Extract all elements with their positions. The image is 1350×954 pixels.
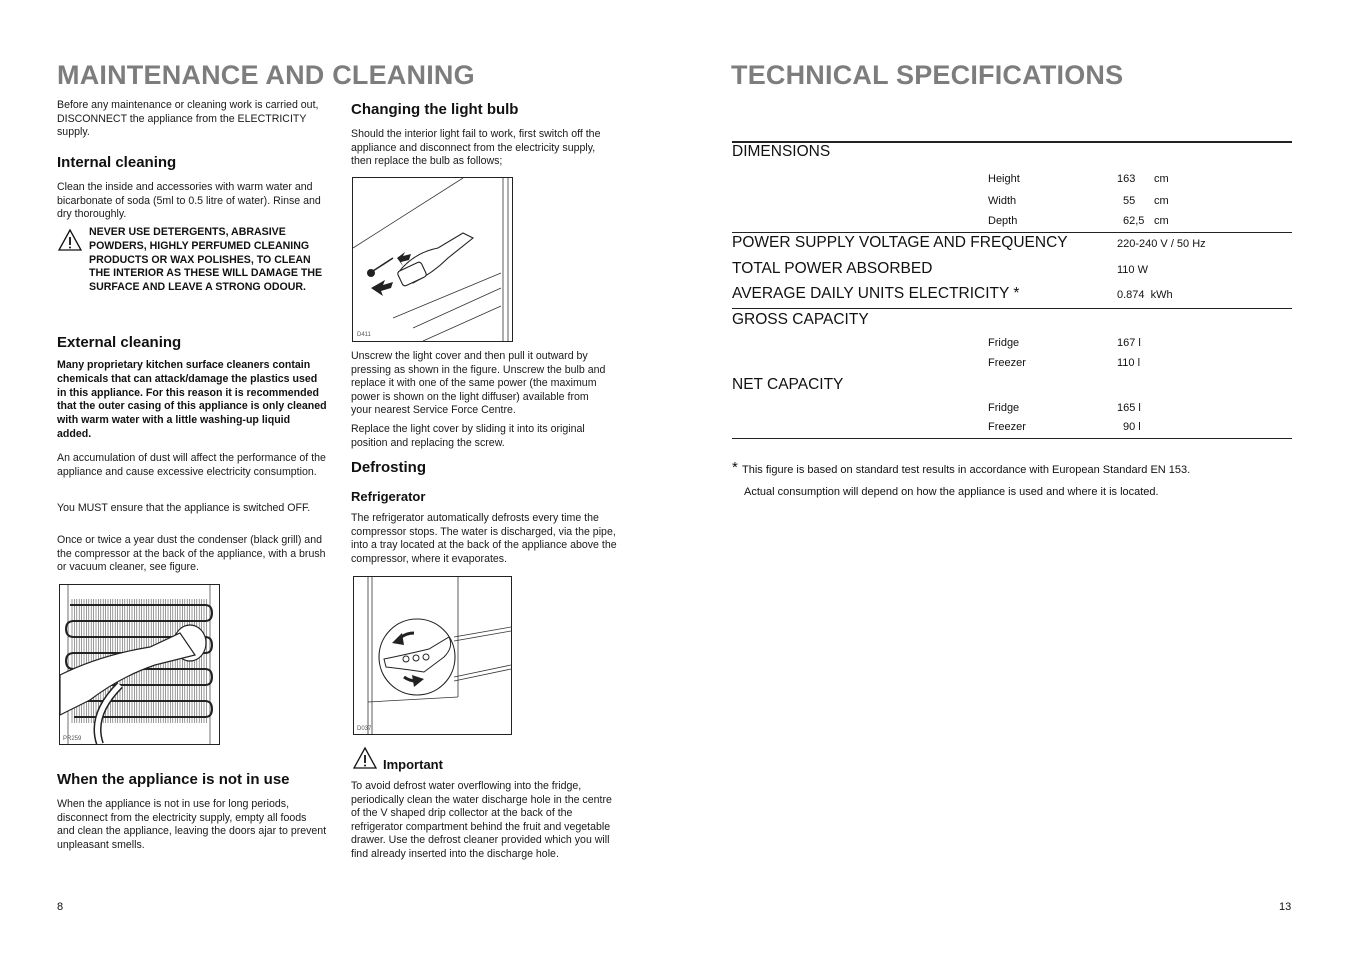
avg-units-label: AVERAGE DAILY UNITS ELECTRICITY * xyxy=(732,285,1020,302)
light-bulb-figure xyxy=(352,177,513,342)
net-freezer-value: 90 l xyxy=(1123,421,1141,433)
condenser-cleaning-figure xyxy=(59,584,220,745)
dim-height-name: Height xyxy=(988,173,1020,185)
not-in-use-text: When the appliance is not in use for long periods, disconnect from the electricity supply, empty all foods and clean the appliance, leaving the doors ajar to prevent unpleasant smells. xyxy=(57,798,327,851)
external-cleaning-p2: You MUST ensure that the appliance is switched OFF. xyxy=(57,502,311,514)
spec-rule-2 xyxy=(732,232,1292,233)
tech-spec-title: TECHNICAL SPECIFICATIONS xyxy=(731,60,1124,90)
defrost-figure-id: D037 xyxy=(357,726,372,732)
net-capacity-label: NET CAPACITY xyxy=(732,376,844,393)
light-cover-illustration xyxy=(353,178,512,341)
power-supply-value: 220-240 V / 50 Hz xyxy=(1117,238,1206,250)
avg-units-value: 0.874 kWh xyxy=(1117,289,1173,301)
dim-height-unit: cm xyxy=(1154,173,1169,185)
condenser-figure-id: PR259 xyxy=(63,736,82,742)
refrigerator-defrost-text: The refrigerator automatically defrosts every time the compressor stops. The water is discharged, via the pipe, into a tray located at the back of the appliance above the compressor, where it evaporates. xyxy=(351,512,617,565)
important-text: To avoid defrost water overflowing into the fridge, periodically clean the water discharge hole in the centre of the V shaped drip collector at the back of the refrigerator compartment behind the fruit and vegetable drawer. Use the defrost cleaner provided which you will find already inserted into the discharge hole. xyxy=(351,780,612,860)
dim-width-unit: cm xyxy=(1154,195,1169,207)
defrosting-heading: Defrosting xyxy=(351,459,426,476)
power-supply-label: POWER SUPPLY VOLTAGE AND FREQUENCY xyxy=(732,234,1068,251)
external-cleaning-heading: External cleaning xyxy=(57,334,182,351)
internal-cleaning-text: Clean the inside and accessories with warm water and bicarbonate of soda (5ml to 0.5 litre of water). Rinse and dry thoroughly. xyxy=(57,181,321,221)
spec-rule-3 xyxy=(732,308,1292,309)
dim-depth-name: Depth xyxy=(988,215,1018,227)
dim-width-name: Width xyxy=(988,195,1017,207)
total-power-label: TOTAL POWER ABSORBED xyxy=(732,260,933,277)
page-number-left: 8 xyxy=(57,901,64,913)
page-number-right: 13 xyxy=(1279,901,1292,913)
footnote-line-1: This figure is based on standard test results in accordance with European Standard EN 153. xyxy=(742,464,1191,476)
light-bulb-p2: Replace the light cover by sliding it into its original position and replacing the screw. xyxy=(351,423,585,449)
net-freezer-name: Freezer xyxy=(988,421,1026,433)
gross-fridge-value: 167 l xyxy=(1117,337,1141,349)
maintenance-title: MAINTENANCE AND CLEANING xyxy=(57,60,475,90)
dimensions-label: DIMENSIONS xyxy=(732,143,831,160)
light-bulb-figure-id: D411 xyxy=(357,332,371,338)
dim-height-value: 163 xyxy=(1117,173,1136,185)
refrigerator-subheading: Refrigerator xyxy=(351,489,426,504)
net-fridge-name: Fridge xyxy=(988,402,1020,414)
defrost-figure xyxy=(353,576,512,735)
internal-cleaning-warning: NEVER USE DETERGENTS, ABRASIVE POWDERS, HIGHLY PERFUMED CLEANING PRODUCTS OR WAX POLISHES, TO CLEAN THE INTERIOR AS THESE WILL DAMAGE THE SURFACE AND LEAVE A STRONG ODOUR. xyxy=(89,226,323,294)
net-fridge-value: 165 l xyxy=(1117,402,1141,414)
total-power-value: 110 W xyxy=(1117,264,1148,276)
important-heading: Important xyxy=(383,757,443,772)
not-in-use-heading: When the appliance is not in use xyxy=(57,771,290,788)
condenser-illustration xyxy=(60,585,219,744)
gross-freezer-name: Freezer xyxy=(988,357,1026,369)
spec-bottom-rule xyxy=(732,438,1292,439)
dim-depth-unit: cm xyxy=(1154,215,1169,227)
dim-depth-value: 62,5 xyxy=(1123,215,1145,227)
footnote-line-2: Actual consumption will depend on how the appliance is used and where it is located. xyxy=(744,486,1159,498)
maintenance-intro: Before any maintenance or cleaning work is carried out, DISCONNECT the appliance from the ELECTRICITY supply. xyxy=(57,99,319,139)
external-cleaning-p3: Once or twice a year dust the condenser (black grill) and the compressor at the back of the appliance, with a brush or vacuum cleaner, see figure. xyxy=(57,534,326,574)
warning-icon xyxy=(57,228,83,252)
drain-hole-illustration xyxy=(354,577,511,734)
light-bulb-p1: Unscrew the light cover and then pull it outward by pressing as shown in the figure. Unscrew the bulb and replace it with one of the same power (the maximum power is shown on the light diffuser) available from your nearest Service Force Centre. xyxy=(351,350,606,417)
light-bulb-intro: Should the interior light fail to work, first switch off the appliance and disconnect from the electricity supply, then replace the bulb as follows; xyxy=(351,128,601,168)
external-cleaning-warning: Many proprietary kitchen surface cleaners contain chemicals that can attack/damage the plastics used in this appliance. For this reason it is recommended that the outer casing of this appliance is only cleaned with warm water with a little washing-up liquid added. xyxy=(57,359,327,440)
external-cleaning-p1: An accumulation of dust will affect the performance of the appliance and cause excessive electricity consumption. xyxy=(57,452,326,478)
gross-freezer-value: 110 l xyxy=(1117,357,1141,369)
light-bulb-heading: Changing the light bulb xyxy=(351,101,519,118)
important-warning-icon xyxy=(352,746,378,770)
gross-capacity-label: GROSS CAPACITY xyxy=(732,311,869,328)
footnote-marker: * xyxy=(732,459,738,476)
internal-cleaning-heading: Internal cleaning xyxy=(57,154,177,171)
gross-fridge-name: Fridge xyxy=(988,337,1020,349)
dim-width-value: 55 xyxy=(1123,195,1136,207)
